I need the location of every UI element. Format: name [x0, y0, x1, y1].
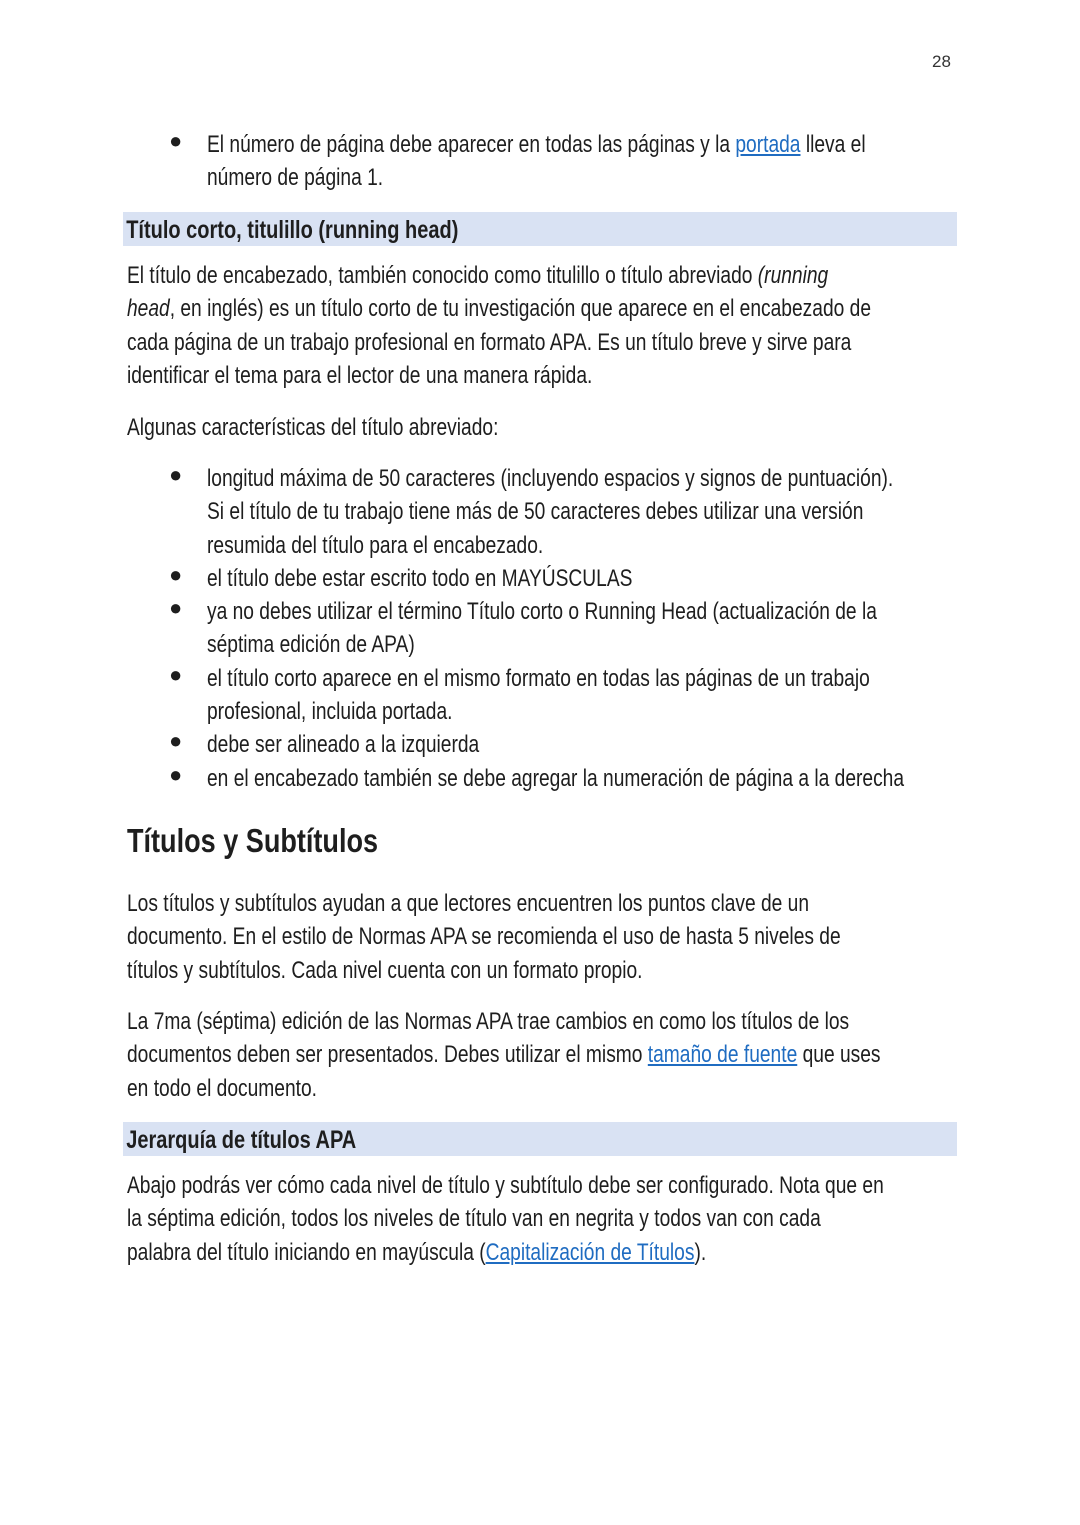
text: resumida del título para el encabezado.: [207, 531, 544, 559]
characteristics-list: [127, 462, 967, 802]
bullet-icon: ●: [169, 595, 183, 620]
bullet-icon: ●: [169, 462, 183, 487]
text: El título de encabezado, también conocido como titulillo o título abreviado: [127, 262, 758, 289]
bullet-icon: ●: [169, 662, 183, 687]
list-item: [169, 128, 967, 195]
italic-text: (running: [757, 262, 829, 289]
text: que uses: [797, 1041, 881, 1069]
font-size-link[interactable]: tamaño de fuente: [647, 1041, 798, 1069]
section-heading-band: [123, 1122, 957, 1156]
text: documento. En el estilo de Normas APA se recomienda el uso de hasta 5 niveles de: [127, 923, 841, 951]
portada-link[interactable]: portada: [735, 131, 801, 158]
section-heading: Título corto, titulillo (running head): [126, 216, 459, 244]
text: cada página de un trabajo profesional en formato APA. Es un título breve y sirve para: [127, 328, 852, 356]
text: Abajo podrás ver cómo cada nivel de título y subtítulo debe ser configurado. Nota que en: [127, 1172, 884, 1199]
text: séptima edición de APA): [207, 631, 415, 659]
page-number: 28: [932, 52, 951, 71]
text: el título debe estar escrito todo en MAYÚSCULAS: [207, 564, 633, 592]
list-item: [169, 462, 967, 795]
italic-text: head: [127, 295, 170, 323]
text: lleva el: [800, 131, 866, 158]
paragraph: [127, 411, 967, 444]
paragraph: [127, 887, 967, 987]
text: Algunas características del título abreviado:: [127, 414, 499, 441]
text: longitud máxima de 50 caracteres (incluyendo espacios y signos de puntuación).: [207, 465, 894, 492]
text: palabra del título iniciando en mayúscula (: [127, 1238, 486, 1266]
intro-bullet-list: [127, 128, 967, 195]
text: en todo el documento.: [127, 1074, 318, 1102]
text: identificar el tema para el lector de una manera rápida.: [127, 361, 593, 389]
text: ).: [694, 1238, 707, 1266]
section-title: Títulos y Subtítulos: [127, 822, 379, 859]
text: la séptima edición, todos los niveles de título van en negrita y todos van con cada: [127, 1205, 821, 1233]
text: La 7ma (séptima) edición de las Normas APA trae cambios en como los títulos de los: [127, 1008, 850, 1035]
bullet-icon: ●: [169, 562, 183, 587]
text: , en inglés) es un título corto de tu investigación que aparece en el encabezado de: [169, 295, 871, 323]
text: profesional, incluida portada.: [207, 698, 453, 726]
text: documentos deben ser presentados. Debes utilizar el mismo: [127, 1041, 648, 1069]
text: el título corto aparece en el mismo formato en todas las páginas de un trabajo: [207, 664, 870, 692]
text: títulos y subtítulos. Cada nivel cuenta con un formato propio.: [127, 956, 643, 984]
bullet-icon: ●: [169, 728, 183, 753]
title-capitalization-link[interactable]: Capitalización de Títulos: [485, 1238, 695, 1266]
paragraph: [127, 1169, 967, 1269]
bullet-icon: ●: [169, 762, 183, 787]
text: El número de página debe aparecer en todas las páginas y la: [207, 131, 736, 158]
section-heading-band: [123, 212, 957, 246]
text: debe ser alineado a la izquierda: [207, 731, 480, 759]
text: ya no debes utilizar el término Título corto o Running Head (actualización de la: [207, 598, 877, 626]
section-heading: Jerarquía de títulos APA: [126, 1126, 357, 1154]
bullet-icon: ●: [169, 128, 183, 153]
text: número de página 1.: [207, 164, 384, 192]
paragraph: [127, 259, 967, 392]
text: en el encabezado también se debe agregar la numeración de página a la derecha: [207, 764, 905, 792]
text: Si el título de tu trabajo tiene más de 50 caracteres debes utilizar una versión: [207, 498, 864, 526]
text: Los títulos y subtítulos ayudan a que lectores encuentren los puntos clave de un: [127, 890, 810, 917]
paragraph: [127, 1005, 967, 1105]
